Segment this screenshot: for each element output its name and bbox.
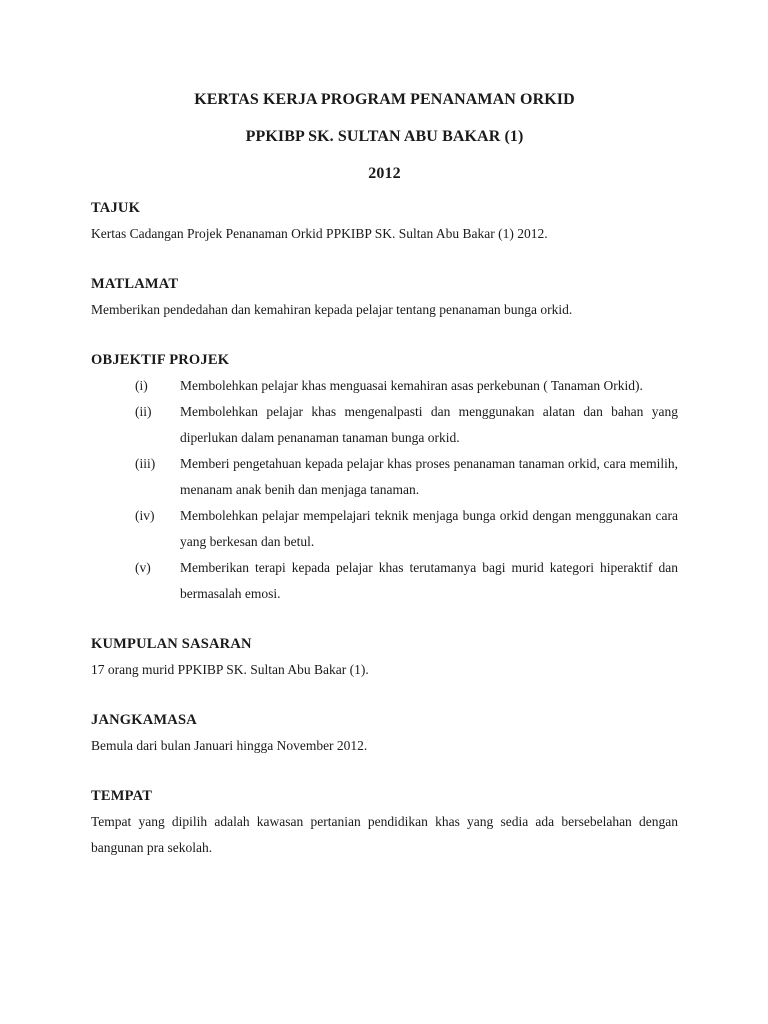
list-item <box>91 555 678 607</box>
list-item-text: Membolehkan pelajar khas mengenalpasti dan menggunakan alatan dan bahan yang diperlukan dalam penanaman tanaman bunga orkid. <box>180 404 678 445</box>
section-text-matlamat: Memberikan pendedahan dan kemahiran kepada pelajar tentang penanaman bunga orkid. <box>91 302 573 317</box>
list-item-text: Membolehkan pelajar mempelajari teknik menjaga bunga orkid dengan menggunakan cara yang berkesan dan betul. <box>180 508 678 549</box>
list-item <box>91 451 678 503</box>
list-item <box>91 373 678 399</box>
document-title-block <box>91 0 678 184</box>
section-objektif <box>91 350 678 607</box>
section-tajuk <box>91 198 678 247</box>
list-item-number: (iv) <box>135 508 155 523</box>
section-heading-objektif: OBJEKTIF PROJEK <box>91 352 230 368</box>
document-year: 2012 <box>368 165 401 182</box>
section-text-tempat: Tempat yang dipilih adalah kawasan pertanian pendidikan khas yang sedia ada bersebelahan dengan bangunan pra sekolah. <box>91 814 678 855</box>
section-heading-tajuk: TAJUK <box>91 200 141 216</box>
list-item-number: (ii) <box>135 404 152 419</box>
section-heading-tempat: TEMPAT <box>91 788 153 804</box>
objective-list <box>91 373 678 607</box>
section-tempat <box>91 786 678 861</box>
document-subtitle: PPKIBP SK. SULTAN ABU BAKAR (1) <box>245 128 524 145</box>
list-item-text: Memberikan terapi kepada pelajar khas terutamanya bagi murid kategori hiperaktif dan bermasalah emosi. <box>180 560 678 601</box>
section-text-kumpulan-sasaran: 17 orang murid PPKIBP SK. Sultan Abu Bakar (1). <box>91 662 369 677</box>
list-item-number: (v) <box>135 560 151 575</box>
list-item-number: (i) <box>135 378 148 393</box>
document-title: KERTAS KERJA PROGRAM PENANAMAN ORKID <box>194 91 575 108</box>
section-heading-matlamat: MATLAMAT <box>91 276 179 292</box>
section-text-jangkamasa: Bemula dari bulan Januari hingga November 2012. <box>91 738 368 753</box>
section-matlamat <box>91 274 678 323</box>
list-item <box>91 503 678 555</box>
section-heading-jangkamasa: JANGKAMASA <box>91 712 197 728</box>
list-item-number: (iii) <box>135 456 156 471</box>
section-kumpulan-sasaran <box>91 634 678 683</box>
section-text-tajuk: Kertas Cadangan Projek Penanaman Orkid PPKIBP SK. Sultan Abu Bakar (1) 2012. <box>91 226 548 241</box>
list-item-text: Memberi pengetahuan kepada pelajar khas proses penanaman tanaman orkid, cara memilih, menanam anak benih dan menjaga tanaman. <box>180 456 678 497</box>
list-item-text: Membolehkan pelajar khas menguasai kemahiran asas perkebunan ( Tanaman Orkid). <box>180 378 643 393</box>
list-item <box>91 399 678 451</box>
section-jangkamasa <box>91 710 678 759</box>
section-heading-kumpulan-sasaran: KUMPULAN SASARAN <box>91 636 252 652</box>
